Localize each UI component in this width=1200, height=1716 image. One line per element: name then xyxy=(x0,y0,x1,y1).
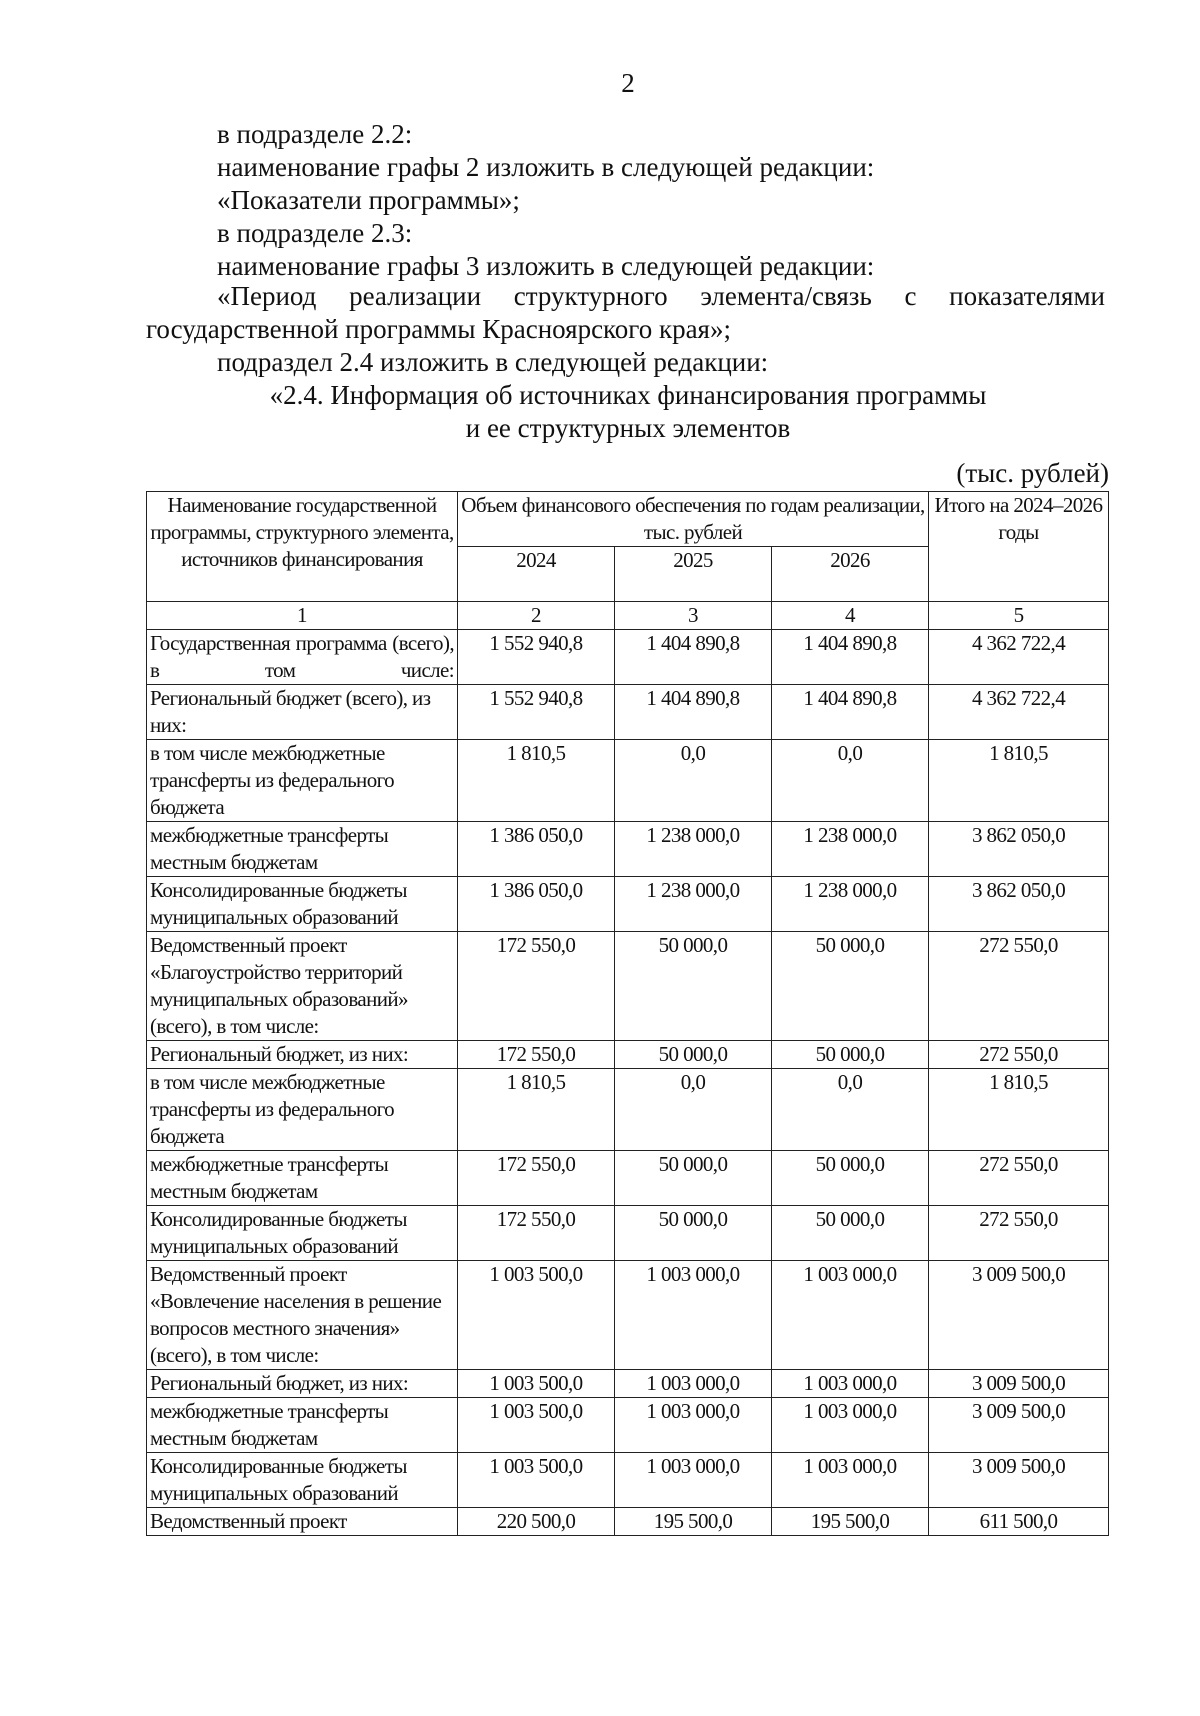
value-2024: 220 500,0 xyxy=(458,1508,615,1536)
table-row xyxy=(147,822,1109,877)
value-total: 272 550,0 xyxy=(929,1206,1109,1261)
row-name: Региональный бюджет, из них: xyxy=(147,1370,458,1398)
value-2025: 50 000,0 xyxy=(615,1041,772,1069)
paragraph-column-3-rename: наименование графы 3 изложить в следующей редакции: xyxy=(217,251,875,281)
value-2024: 1 552 940,8 xyxy=(458,685,615,740)
value-2025: 1 003 000,0 xyxy=(615,1370,772,1398)
column-number: 2 xyxy=(458,602,615,630)
value-2025: 50 000,0 xyxy=(615,1151,772,1206)
value-2025: 0,0 xyxy=(615,740,772,822)
value-total: 3 862 050,0 xyxy=(929,877,1109,932)
column-number: 1 xyxy=(147,602,458,630)
column-number: 3 xyxy=(615,602,772,630)
row-name: межбюджетные трансферты местным бюджетам xyxy=(147,1398,458,1453)
table-row xyxy=(147,1398,1109,1453)
table-row xyxy=(147,1508,1109,1536)
row-name: в том числе межбюджетные трансферты из федерального бюджета xyxy=(147,740,458,822)
paragraph-period-line-end: государственной программы Красноярского края»; xyxy=(146,314,731,344)
value-2025: 0,0 xyxy=(615,1069,772,1151)
value-2026: 1 003 000,0 xyxy=(772,1370,929,1398)
value-2025: 1 238 000,0 xyxy=(615,877,772,932)
paragraph-subsection-2-3: в подразделе 2.3: xyxy=(217,218,413,248)
value-2024: 1 386 050,0 xyxy=(458,877,615,932)
value-total: 272 550,0 xyxy=(929,1041,1109,1069)
value-2026: 1 003 000,0 xyxy=(772,1261,929,1370)
value-total: 272 550,0 xyxy=(929,1151,1109,1206)
value-2025: 1 404 890,8 xyxy=(615,685,772,740)
row-name: Региональный бюджет, из них: xyxy=(147,1041,458,1069)
value-2024: 1 552 940,8 xyxy=(458,630,615,685)
row-name: Ведомственный проект «Вовлечение населения в решение вопросов местного значения» (всего), в том числе: xyxy=(147,1261,458,1370)
value-2025: 50 000,0 xyxy=(615,932,772,1041)
paragraph-subsection-2-4: подраздел 2.4 изложить в следующей редакции: xyxy=(217,347,769,377)
value-2024: 1 003 500,0 xyxy=(458,1261,615,1370)
value-2024: 1 003 500,0 xyxy=(458,1453,615,1508)
value-total: 611 500,0 xyxy=(929,1508,1109,1536)
value-2026: 0,0 xyxy=(772,740,929,822)
value-2026: 1 404 890,8 xyxy=(772,685,929,740)
value-2024: 172 550,0 xyxy=(458,1206,615,1261)
value-total: 3 009 500,0 xyxy=(929,1398,1109,1453)
table-row xyxy=(147,1206,1109,1261)
row-name: Государственная программа (всего), в том числе: xyxy=(147,630,458,685)
paragraph-program-indicators: «Показатели программы»; xyxy=(217,185,520,215)
row-name: межбюджетные трансферты местным бюджетам xyxy=(147,1151,458,1206)
table-row xyxy=(147,932,1109,1041)
table-row xyxy=(147,1453,1109,1508)
header-year-2026: 2026 xyxy=(772,547,929,602)
table-row xyxy=(147,1041,1109,1069)
value-2024: 1 810,5 xyxy=(458,1069,615,1151)
table-row xyxy=(147,1069,1109,1151)
value-2024: 1 003 500,0 xyxy=(458,1370,615,1398)
column-number: 5 xyxy=(929,602,1109,630)
period-word: с xyxy=(904,281,917,311)
value-total: 4 362 722,4 xyxy=(929,630,1109,685)
header-name-column: Наименование государственной программы, структурного элемента, источников финансирования xyxy=(147,492,458,602)
value-2025: 1 404 890,8 xyxy=(615,630,772,685)
row-name: Ведомственный проект xyxy=(147,1508,458,1536)
value-2025: 195 500,0 xyxy=(615,1508,772,1536)
row-name: Консолидированные бюджеты муниципальных образований xyxy=(147,1206,458,1261)
value-total: 3 862 050,0 xyxy=(929,822,1109,877)
value-2026: 1 238 000,0 xyxy=(772,877,929,932)
section-title-line-1: «2.4. Информация об источниках финансирования программы xyxy=(269,380,987,410)
row-name: в том числе межбюджетные трансферты из федерального бюджета xyxy=(147,1069,458,1151)
value-2026: 50 000,0 xyxy=(772,932,929,1041)
value-2026: 1 003 000,0 xyxy=(772,1453,929,1508)
page-number: 2 xyxy=(621,68,635,98)
header-year-2024: 2024 xyxy=(458,547,615,602)
row-name: Региональный бюджет (всего), из них: xyxy=(147,685,458,740)
section-title-line-2: и ее структурных элементов xyxy=(465,413,791,443)
value-2025: 1 238 000,0 xyxy=(615,822,772,877)
value-2025: 50 000,0 xyxy=(615,1206,772,1261)
period-word: структурного xyxy=(513,281,668,311)
value-2026: 50 000,0 xyxy=(772,1041,929,1069)
period-word: реализации xyxy=(349,281,482,311)
row-name: Ведомственный проект «Благоустройство территорий муниципальных образований» (всего), в том числе: xyxy=(147,932,458,1041)
table-row xyxy=(147,1370,1109,1398)
value-2026: 1 238 000,0 xyxy=(772,822,929,877)
header-year-2025: 2025 xyxy=(615,547,772,602)
header-total-column: Итого на 2024–2026 годы xyxy=(929,492,1109,602)
financing-table xyxy=(146,491,1109,1536)
column-number: 4 xyxy=(772,602,929,630)
row-name: Консолидированные бюджеты муниципальных образований xyxy=(147,1453,458,1508)
value-total: 3 009 500,0 xyxy=(929,1261,1109,1370)
value-2026: 1 003 000,0 xyxy=(772,1398,929,1453)
header-volume-column: Объем финансового обеспечения по годам реализации, тыс. рублей xyxy=(458,492,929,547)
value-total: 4 362 722,4 xyxy=(929,685,1109,740)
value-2026: 0,0 xyxy=(772,1069,929,1151)
value-total: 272 550,0 xyxy=(929,932,1109,1041)
value-2024: 1 810,5 xyxy=(458,740,615,822)
value-2024: 172 550,0 xyxy=(458,1151,615,1206)
value-2024: 1 003 500,0 xyxy=(458,1398,615,1453)
table-row xyxy=(147,877,1109,932)
value-2026: 50 000,0 xyxy=(772,1151,929,1206)
value-2024: 1 386 050,0 xyxy=(458,822,615,877)
value-2024: 172 550,0 xyxy=(458,932,615,1041)
table-row xyxy=(147,1261,1109,1370)
paragraph-subsection-2-2: в подразделе 2.2: xyxy=(217,119,413,149)
value-2024: 172 550,0 xyxy=(458,1041,615,1069)
table-row xyxy=(147,740,1109,822)
table-row xyxy=(147,630,1109,685)
value-2025: 1 003 000,0 xyxy=(615,1261,772,1370)
value-2026: 1 404 890,8 xyxy=(772,630,929,685)
row-name: Консолидированные бюджеты муниципальных образований xyxy=(147,877,458,932)
value-total: 1 810,5 xyxy=(929,1069,1109,1151)
value-2026: 195 500,0 xyxy=(772,1508,929,1536)
value-total: 3 009 500,0 xyxy=(929,1370,1109,1398)
period-word: элемента/связь xyxy=(700,281,872,311)
period-word: «Период xyxy=(217,281,317,311)
units-note: (тыс. рублей) xyxy=(956,458,1109,488)
value-total: 1 810,5 xyxy=(929,740,1109,822)
value-total: 3 009 500,0 xyxy=(929,1453,1109,1508)
row-name: межбюджетные трансферты местным бюджетам xyxy=(147,822,458,877)
paragraph-column-2-rename: наименование графы 2 изложить в следующей редакции: xyxy=(217,152,875,182)
table-row xyxy=(147,685,1109,740)
value-2026: 50 000,0 xyxy=(772,1206,929,1261)
table-row xyxy=(147,1151,1109,1206)
value-2025: 1 003 000,0 xyxy=(615,1453,772,1508)
paragraph-period-line xyxy=(217,280,1105,312)
period-word: показателями xyxy=(949,281,1105,311)
value-2025: 1 003 000,0 xyxy=(615,1398,772,1453)
